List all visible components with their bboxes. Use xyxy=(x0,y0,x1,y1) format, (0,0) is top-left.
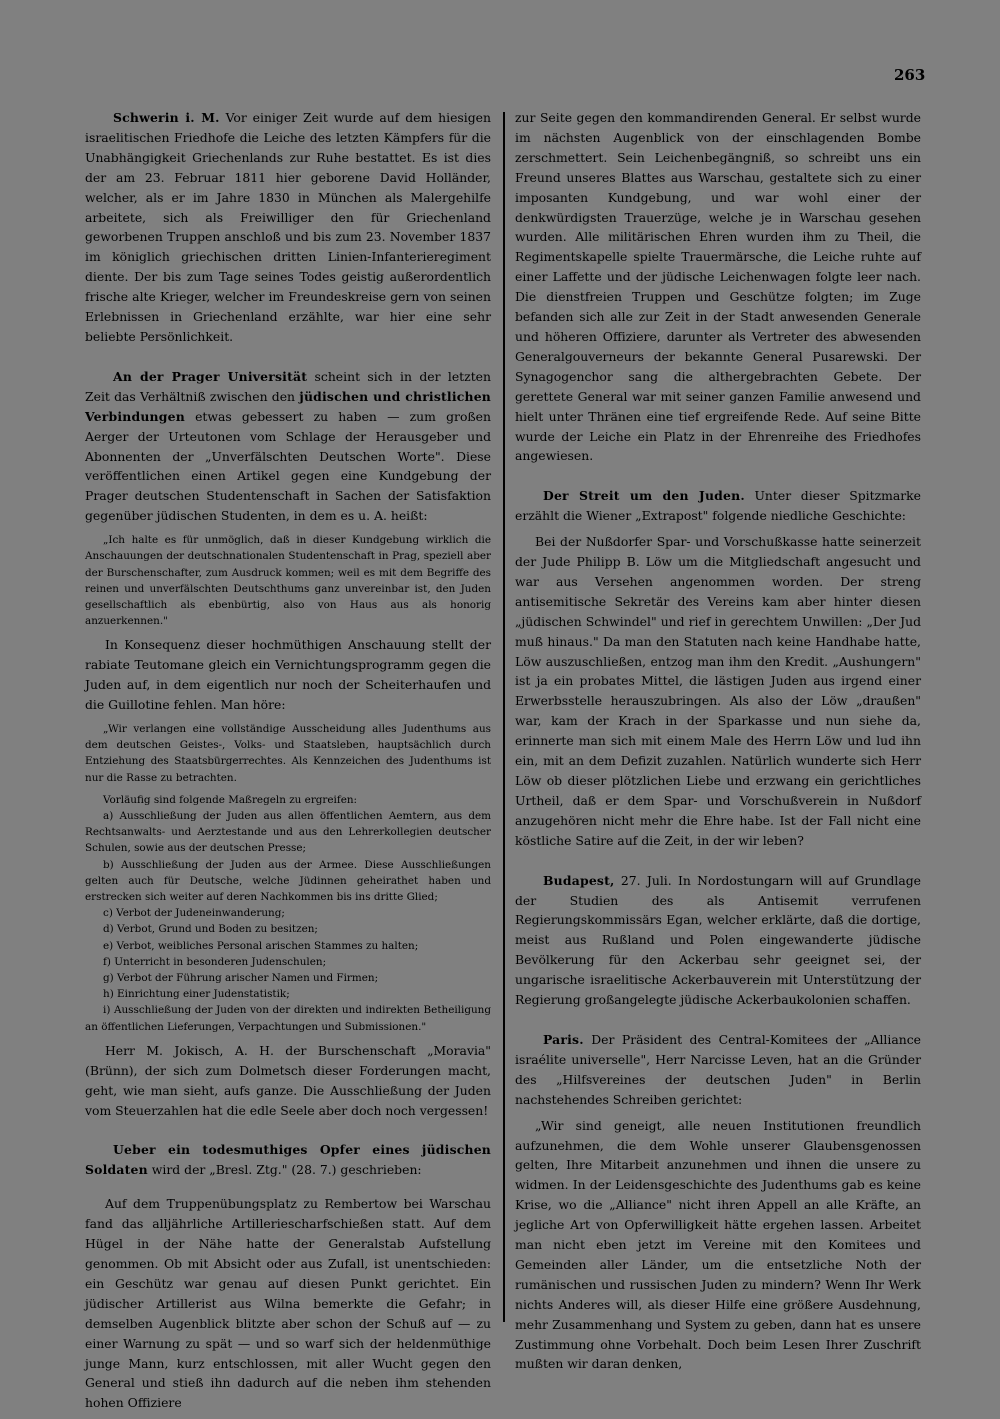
article-heading: Ueber ein todesmuthiges Opfer eines jüdischen Soldaten xyxy=(85,1142,491,1178)
paragraph: Herr M. Jokisch, A. H. der Burschenschaft „Moravia" (Brünn), der sich zum Dolmetsch dieser Forderungen macht, geht, wie man sieht, aufs ganze. Die Ausschließung der Juden vom Steuerzahlen hat die edle Seele aber doch noch vergessen! xyxy=(85,1042,491,1118)
article-text: 27. Juli. In Nordostungarn will auf Grundlage der Studien des als Antisemit verrufenen Regierungskommissärs Egan, welcher erklärte, daß die dortige, meist aus Rußland und Polen eingewanderte jüdische Bevölkerung für den Ackerbau sehr geeignet sei, der ungarische israelitische Ackerbauverein mit Unterstützung der Regierung großangelegte jüdische Ackerbaukolonien schaffen. xyxy=(515,872,921,1008)
article-todesmuthiges-opfer xyxy=(85,1140,491,1180)
spacer xyxy=(515,857,921,871)
paragraph: Bei der Nußdorfer Spar- und Vorschußkasse hatte seinerzeit der Jude Philipp B. Löw um die Mitgliedschaft angesucht und war aus Versehen angenommen worden. Der streng antisemitische Sekretär des Vereins kam aber hinter diesen „jüdischen Schwindel" und rief in gerechtem Unwillen: „Der Jud muß hinaus." Da man den Statuten nach keine Handhabe hatte, Löw auszuschließen, entzog man ihm den Kredit. „Aushungern" ist ja ein probates Mittel, die lästigen Juden aus irgend einer Erwerbsstelle herauszubringen. Als also der Löw „draußen" war, kam der Krach in der Sparkasse und nun siehe da, erinnerte man sich mit einem Male des Herrn Löw und lud ihn ein, mit an dem Defizit zuzahlen. Natürlich wunderte sich Herr Löw ob dieser plötzlichen Liebe und erzwang ein gerichtliches Urtheil, daß er dem Spar- und Vorschußverein in Nußdorf anzugehören nicht mehr die Ehre habe. Ist der Fall nicht eine köstliche Satire auf die Zeit, in der wir leben? xyxy=(515,534,921,848)
quote-list-item: b) Ausschließung der Juden aus der Armee. Diese Ausschließungen gelten auch für Deutsche, welche Jüdinnen geheirathet haben und erstrecken sich weiter auf deren Nachkommen bis ins dritte Glied; xyxy=(85,858,491,903)
article-text: etwas gebessert zu haben — zum großen Aerger der Urteutonen vom Schlage der Herausgeber und Abonnenten der „Unverfälschten Deutschen Worte". Diese veröffentlichen einen Artikel gegen eine Kundgebung der Prager deutschen Studentenschaft in Sachen der Satisfaktion gegenüber jüdischen Studenten, in dem es u. A. heißt: xyxy=(85,408,491,524)
quote-block: „Ich halte es für unmöglich, daß in dieser Kundgebung wirklich die Anschauungen der deutschnationalen Studentenschaft in Prag, speziell aber der Burschenschafter, zum Ausdruck kommen; weil es mit dem Begriffe des reinen und unverfälschten Deutschthums ganz unvereinbar ist, den Juden gesellschaftlich als ebenbürtig, also von Haus aus als honorig anzuerkennen." xyxy=(85,534,491,628)
paragraph: „Wir sind geneigt, alle neuen Institutionen freundlich aufzunehmen, die dem Wohle unserer Glaubensgenossen gelten, Ihre Mitarbeit anzunehmen und ihnen die unsere zu widmen. In der Leidensgeschichte des Judenthums gab es keine Krise, wo die „Alliance" nicht ihren Appell an alle Kräfte, an jegliche Art von Opferwilligkeit hätte ergehen lassen. Arbeitet man nicht eben jetzt im Vereine mit den Komitees und Gemeinden aller Länder, um die entsetzliche Noth der rumänischen und russischen Juden zu mindern? Wenn Ihr Werk nichts Anderes will, als dieser Hilfe eine größere Ausdehnung, mehr Zusammenhang und System zu geben, dann hat es unsere Zustimmung ohne Vorbehalt. Doch beim Lesen Ihrer Zuschrift mußten wir daran denken, xyxy=(515,1117,921,1372)
article-paris xyxy=(515,1030,921,1110)
article-text: Unter dieser Spitzmarke erzählt die Wiener „Extrapost" folgende niedliche Geschichte: xyxy=(515,488,922,524)
paragraph-continued: zur Seite gegen den kommandirenden General. Er selbst wurde im nächsten Augenblick von der einschlagenden Bombe zerschmettert. Sein Leichenbegängniß, so schreibt uns ein Freund unseres Blattes aus Warschau, gestaltete sich zu einer imposanten Kundgebung, und war wohl einer der denkwürdigsten Trauerzüge, welche je in Warschau gesehen wurden. Alle militärischen Ehren wurden ihm zu Theil, die Regimentskapelle spielte Trauermärsche, die Leiche ruhte auf einer Laffette und der jüdische Leichenwagen folgte leer nach. Die dienstfreien Truppen und Geschütze folgten; im Zuge befanden sich alle zur Zeit in der Stadt anwesenden Generale und höheren Offiziere, darunter als Vertreter des abwesenden Generalgouverneurs der bekannte General Pusarewski. Der Synagogenchor sang die althergebrachten Gebete. Der gerettete General war mit seiner ganzen Familie anwesend und hielt unter Thränen eine tief ergreifende Rede. Auf seine Bitte wurde der Leiche ein Platz in der Ehrenreihe des Friedhofes angewiesen. xyxy=(515,110,921,464)
quote-list-item: d) Verbot, Grund und Boden zu besitzen; xyxy=(103,923,318,936)
quote-list-item: f) Unterricht in besonderen Judenschulen; xyxy=(103,955,327,968)
quote-list-item: a) Ausschließung der Juden aus allen öffentlichen Aemtern, aus dem Rechtsanwalts- und Aerztestande und aus den Lehrerkollegien deutscher Schulen, sowie aus der deutschen Presse; xyxy=(85,809,491,855)
spacer xyxy=(85,353,491,367)
spacer xyxy=(85,1186,491,1194)
spacer xyxy=(515,1016,921,1030)
left-column xyxy=(85,108,491,1419)
quote-line: Vorläufig sind folgende Maßregeln zu ergreifen: xyxy=(103,793,358,806)
paragraph: In Konsequenz dieser hochmüthigen Anschauung stellt der rabiate Teutomane gleich ein Vernichtungsprogramm gegen die Juden auf, in dem eigentlich nur noch der Scheiterhaufen und die Guillotine fehlen. Man höre: xyxy=(85,637,491,713)
article-heading: Der Streit um den Juden. xyxy=(543,488,745,504)
quote-block: „Wir verlangen eine vollständige Ausscheidung alles Judenthums aus dem deutschen Geistes-, Volks- und Staatsleben, hauptsächlich durch Entziehung des Staatsbürgerrechtes. Als Kennzeichen des Judenthums ist nur die Rasse zu betrachten. xyxy=(85,722,491,784)
article-budapest xyxy=(515,871,921,1010)
page-number: 263 xyxy=(894,66,926,84)
article-heading: Paris. xyxy=(543,1031,584,1047)
article-heading: An der Prager Universität xyxy=(113,368,308,384)
quote-list-item: h) Einrichtung einer Judenstatistik; xyxy=(103,988,290,1001)
article-emphasis: jüdischen und christlichen Verbindungen xyxy=(85,388,491,424)
quote-list-item: c) Verbot der Judeneinwanderung; xyxy=(103,907,285,920)
article-text: Der Präsident des Central-Komitees der „Alliance israélite universelle", Herr Narcisse Leven, hat an die Gründer des „Hilfsvereines der deutschen Juden" in Berlin nachstehendes Schreiben gerichtet: xyxy=(515,1031,921,1107)
article-text: scheint sich in der letzten Zeit das Verhältniß zwischen den xyxy=(85,368,491,404)
paragraph: Auf dem Truppenübungsplatz zu Rembertow bei Warschau fand das alljährliche Artilleriescharfschießen statt. Auf dem Hügel in der Nähe hatte der Generalstab Aufstellung genommen. Ob mit Absicht oder aus Zufall, ist unentschieden: ein Geschütz war genau auf diesen Punkt gerichtet. Ein jüdischer Artillerist aus Wilna bemerkte die Gefahr; in demselben Augenblick blitzte aber schon der Schuß auf — zu einer Warnung zu spät — und so warf sich der heldenmüthige junge Mann, kurz entschlossen, mit aller Wucht gegen den General und stieß ihn dadurch auf die neben ihm stehenden hohen Offiziere xyxy=(85,1196,491,1411)
article-heading: Schwerin i. M. xyxy=(113,110,220,125)
article-heading: Budapest, xyxy=(543,872,615,888)
article-prager-universitaet xyxy=(85,367,491,526)
column-divider xyxy=(503,112,505,1322)
quote-list-item: g) Verbot der Führung arischer Namen und Firmen; xyxy=(103,972,379,985)
article-streit-um-den-juden xyxy=(515,486,921,526)
quote-list-item: i) Ausschließung der Juden von der direkten und indirekten Betheiligung an öffentlichen Lieferungen, Verpachtungen und Submissionen." xyxy=(85,1004,491,1033)
right-column xyxy=(515,108,921,1380)
spacer xyxy=(85,1126,491,1140)
quote-list-item: e) Verbot, weibliches Personal arischen Stammes zu halten; xyxy=(103,939,419,952)
spacer xyxy=(515,472,921,486)
article-text: wird der „Bresl. Ztg." (28. 7.) geschrieben: xyxy=(151,1162,422,1178)
article-schwerin xyxy=(85,108,491,347)
article-text: Vor einiger Zeit wurde auf dem hiesigen israelitischen Friedhofe die Leiche des letzten Kämpfers für die Unabhängigkeit Griechenlands zur Ruhe bestattet. Es ist dies der am 23. Februar 1811 hier geborene David Holländer, welcher, als er im Jahre 1830 in München als Malergehilfe arbeitete, sich als Freiwilliger den für Griechenland geworbenen Truppen anschloß und bis zum 23. November 1837 im königlich griechischen dritten Linien-Infanterieregiment diente. Der bis zum Tage seines Todes geistig außerordentlich frische alte Krieger, welcher im Freundeskreise gern von seinen Erlebnissen in Griechenland erzählte, war hier eine sehr beliebte Persönlichkeit. xyxy=(85,110,491,344)
